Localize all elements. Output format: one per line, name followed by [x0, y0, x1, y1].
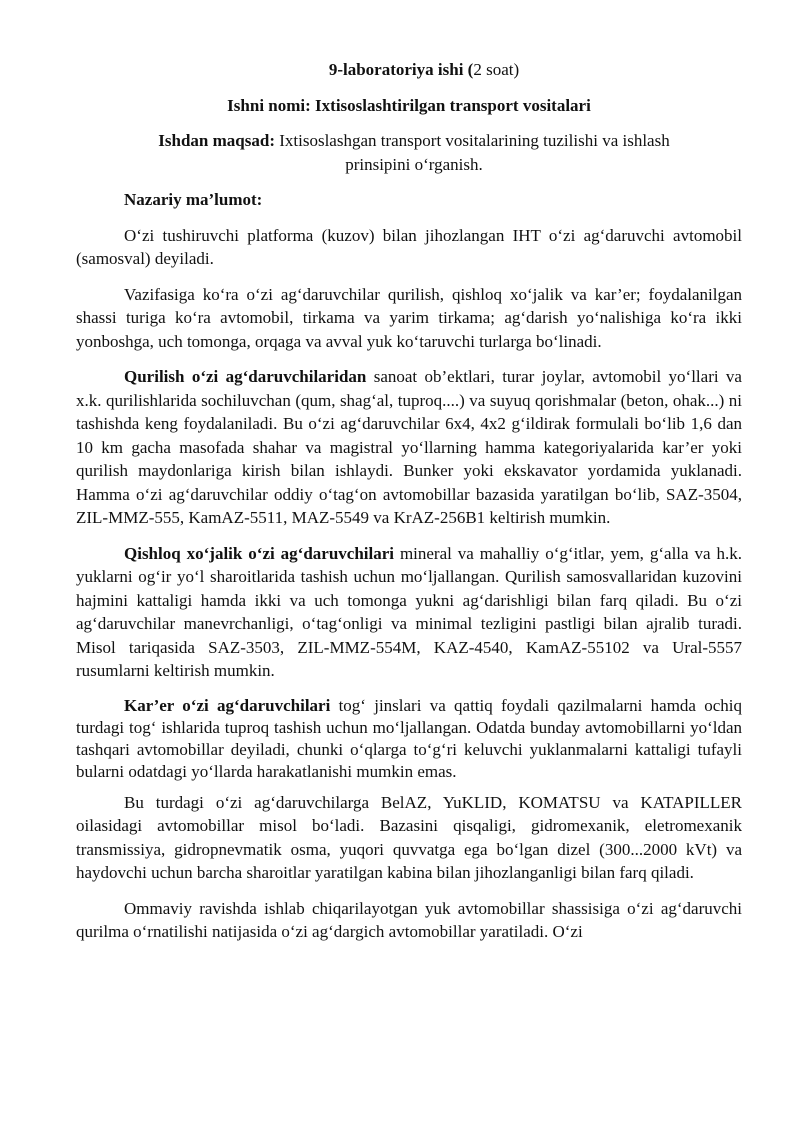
theory-heading-text: Nazariy ma’lumot:: [124, 190, 263, 209]
lab-title-bold: 9-laboratoriya ishi (: [328, 60, 474, 79]
lab-title: [106, 58, 742, 82]
work-goal: [76, 129, 742, 176]
paragraph-5-body: tog‘ jinslari va qattiq foydali qazilmalarni hamda ochiq turdagi tog‘ ishlarida tuproq tashish uchun mo‘ljallangan. Odatda bunday avtomobillarni yo‘ldan tashqari avtomobillar deyiladi, chunki o‘qlarga to‘g‘ri keluvchi yuklanmalarni kattaligi tufayli bularni odatdagi yo‘llarda harakatlanishi mumkin emas.: [76, 695, 742, 781]
lab-hours: 2 soat): [473, 60, 520, 79]
paragraph-4: [76, 542, 742, 683]
paragraph-1: O‘zi tushiruvchi platforma (kuzov) bilan jihozlangan IHT o‘zi ag‘daruvchi avtomobil (samosval) deyiladi.: [76, 225, 742, 268]
goal-text: Ixtisoslashgan transport vositalarining tuzilishi va ishlash prinsipini o‘rganish.: [274, 131, 670, 174]
work-name-text: Ishni nomi: Ixtisoslashtirilgan transport vositalari: [227, 95, 591, 115]
paragraph-5-lead: Kar’er o‘zi ag‘daruvchilari: [124, 695, 331, 715]
paragraph-4-body: mineral va mahalliy o‘g‘itlar, yem, g‘alla va h.k. yuklarni og‘ir yo‘l sharoitlarida tashish uchun mo‘ljallangan. Qurilish samosvallaridan kuzovini hajmini kattaligi hamda ikki va uch tomonga yukni ag‘darishligi bilan farq qiladi. Bu o‘zi ag‘daruvchilar manevrchanligi, o‘tag‘onligi va minimal tezligini pastligi bilan ajralib turadi. Misol tariqasida SAZ-3503, ZIL-MMZ-554M, KAZ-4540, KamAZ-55102 va Ural-5557 rusumlarni keltirish mumkin.: [76, 543, 742, 680]
paragraph-3: [76, 365, 742, 530]
work-name: [76, 94, 742, 118]
goal-label: Ishdan maqsad:: [158, 131, 275, 150]
paragraph-3-body: sanoat ob’ektlari, turar joylar, avtomobil yo‘llari va x.k. qurilishlarida sochiluvchan (qum, shag‘al, tuproq....) va suyuq qorishmalar (beton, ohak...) ni tashishda keng foydalaniladi. Bu o‘zi ag‘daruvchilar 6x4, 4x2 g‘ildirak formulali bo‘lib 1,6 dan 10 km gacha masofada shahar va magistral yo‘llarning hamma kategoriyalarida kar’er yoki qurilish maydonlariga kirish bilan ishlaydi. Bunker yoki ekskavator yordamida yuklanadi. Hamma o‘zi ag‘daruvchilar oddiy o‘tag‘on avtomobillar bazasida yaratilgan bo‘lib, SAZ-3504, ZIL-MMZ-555, KamAZ-5511, MAZ-5549 va KrAZ-256B1 keltirish mumkin.: [76, 367, 742, 527]
paragraph-3-lead: Qurilish o‘zi ag‘daruvchilaridan: [124, 367, 367, 386]
theory-heading: [76, 188, 742, 212]
paragraph-6: Bu turdagi o‘zi ag‘daruvchilarga BelAZ, YuKLID, KOMATSU va KATAPILLER oilasidagi avtomobillar misol bo‘ladi. Bazasini qisqaligi, gidromexanik, eletromexanik transmissiya, gidropnevmatik osma, yuqori quvvatga ega bo‘lgan dizel (300...2000 kVt) va haydovchi uchun barcha sharoitlar yaratilgan kabina bilan jihozlanganligi bilan farq qiladi.: [76, 792, 742, 882]
paragraph-7: Ommaviy ravishda ishlab chiqarilayotgan yuk avtomobillar shassisiga o‘zi ag‘daruvchi qurilma o‘rnatilishi natijasida o‘zi ag‘dargich avtomobillar yaratiladi. O‘zi: [76, 898, 742, 941]
paragraph-4-lead: Qishloq xo‘jalik o‘zi ag‘daruvchilari: [124, 543, 394, 563]
paragraph-2: Vazifasiga ko‘ra o‘zi ag‘daruvchilar qurilish, qishloq xo‘jalik va kar’er; foydalanilgan shassi turiga ko‘ra avtomobil, tirkama va yarim tirkama; ag‘darish yo‘nalishiga ko‘ra ikki yonboshga, uch tomonga, orqaga va avval yuk ko‘taruvchi turlarga bo‘linadi.: [76, 284, 742, 351]
paragraph-5: [76, 695, 742, 783]
